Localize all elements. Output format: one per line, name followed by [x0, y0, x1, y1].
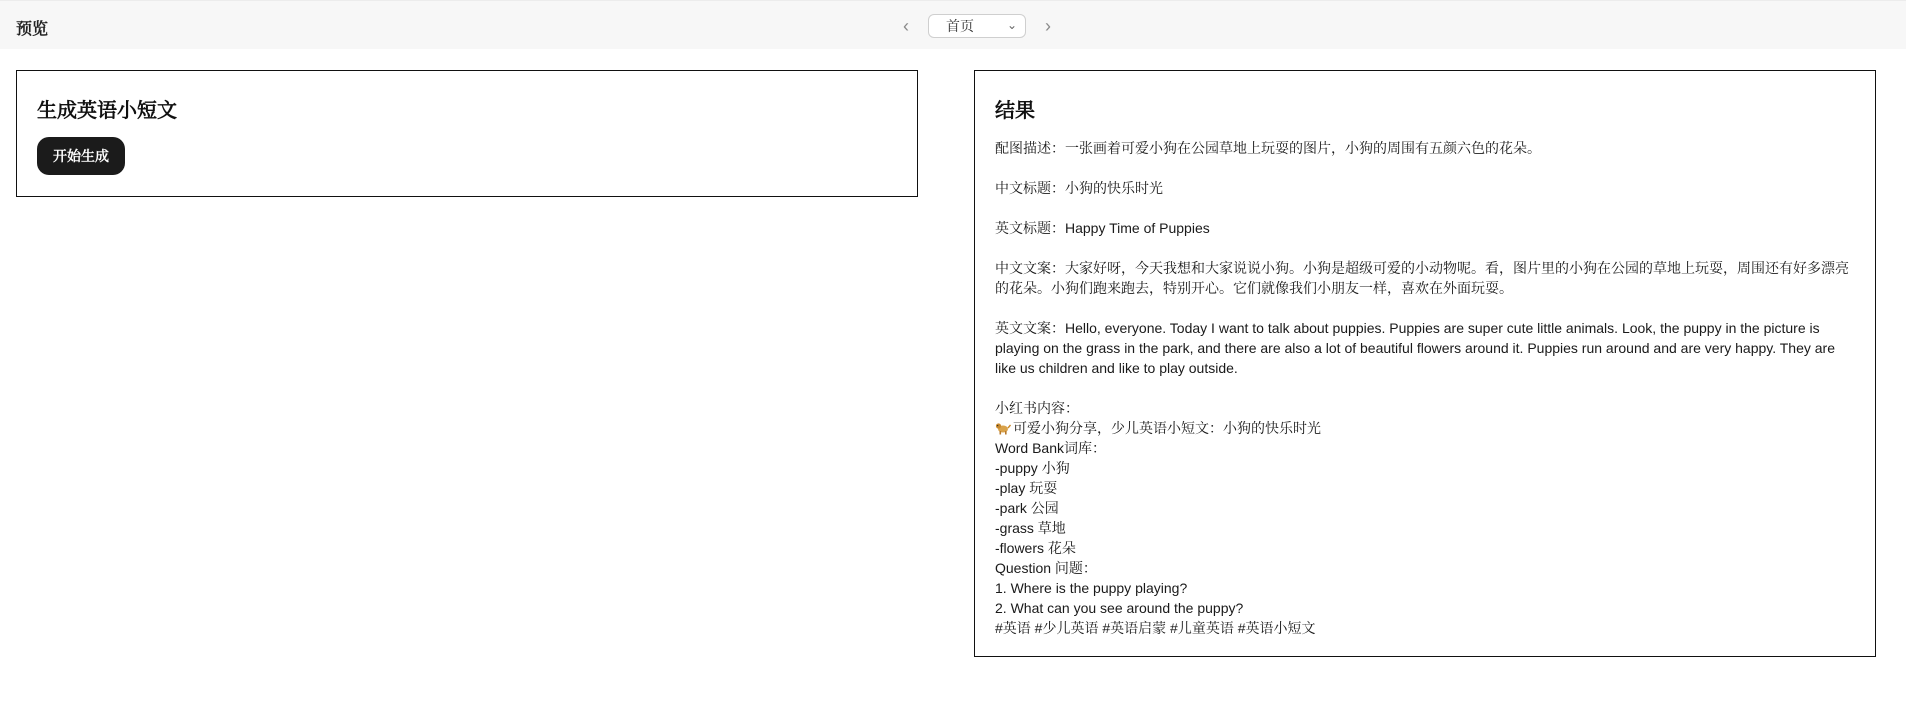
generate-panel [16, 70, 918, 197]
top-bar [0, 0, 1906, 49]
chevron-right-icon: › [1045, 16, 1051, 36]
generate-panel-title: 生成英语小短文 [37, 100, 177, 122]
result-panel-title: 结果 [995, 100, 1035, 122]
image-description: 配图描述：一张画着可爱小狗在公园草地上玩耍的图片，小狗的周围有五颜六色的花朵。 [995, 140, 1541, 156]
xhs-line [995, 418, 1855, 438]
chevron-left-icon: ‹ [903, 16, 909, 36]
start-generate-button[interactable]: 开始生成 [37, 137, 125, 175]
next-page-button[interactable] [1038, 13, 1058, 39]
english-text: 英文文案：Hello, everyone. Today I want to talk about puppies. Puppies are super cute little animals. Look, the puppy in the picture is playing on the grass in the park, and there are also a lot of beautiful flowers around it. Puppies run around and are very happy. They are like us children and like to play outside. [995, 320, 1835, 376]
prev-page-button[interactable] [896, 13, 916, 39]
hashtags: #英语 #少儿英语 #英语启蒙 #儿童英语 #英语小短文 [995, 620, 1316, 636]
page-select[interactable] [928, 14, 1026, 38]
xhs-line: -flowers 花朵 [995, 540, 1076, 556]
page-select-value: 首页 [946, 18, 974, 34]
chinese-text: 中文文案：大家好呀，今天我想和大家说说小狗。小狗是超级可爱的小动物呢。看，图片里的小狗在公园的草地上玩耍，周围还有好多漂亮的花朵。小狗们跑来跑去，特别开心。它们就像我们小朋友一样，喜欢在外面玩耍。 [995, 260, 1849, 296]
page-navigator [896, 13, 1058, 39]
chinese-title: 中文标题：小狗的快乐时光 [995, 180, 1163, 196]
xhs-line: -play 玩耍 [995, 480, 1058, 496]
xhs-line: 1. Where is the puppy playing? [995, 580, 1188, 596]
preview-title: 预览 [16, 21, 49, 38]
xhs-line: Word Bank词库： [995, 440, 1106, 456]
xhs-line: -grass 草地 [995, 520, 1066, 536]
xhs-line-text: 可爱小狗分享，少儿英语小短文：小狗的快乐时光 [1013, 420, 1321, 436]
xhs-line: -puppy 小狗 [995, 460, 1070, 476]
english-title: 英文标题：Happy Time of Puppies [995, 220, 1210, 236]
xhs-section [995, 398, 1855, 638]
xhs-line: -park 公园 [995, 500, 1059, 516]
dog-icon [995, 421, 1011, 435]
result-panel [974, 70, 1876, 657]
xhs-line: Question 问题： [995, 560, 1097, 576]
result-content [995, 138, 1855, 638]
chevron-down-icon: ⌄ [1006, 18, 1017, 32]
xhs-line: 2. What can you see around the puppy? [995, 600, 1244, 616]
xhs-heading: 小红书内容： [995, 400, 1079, 416]
